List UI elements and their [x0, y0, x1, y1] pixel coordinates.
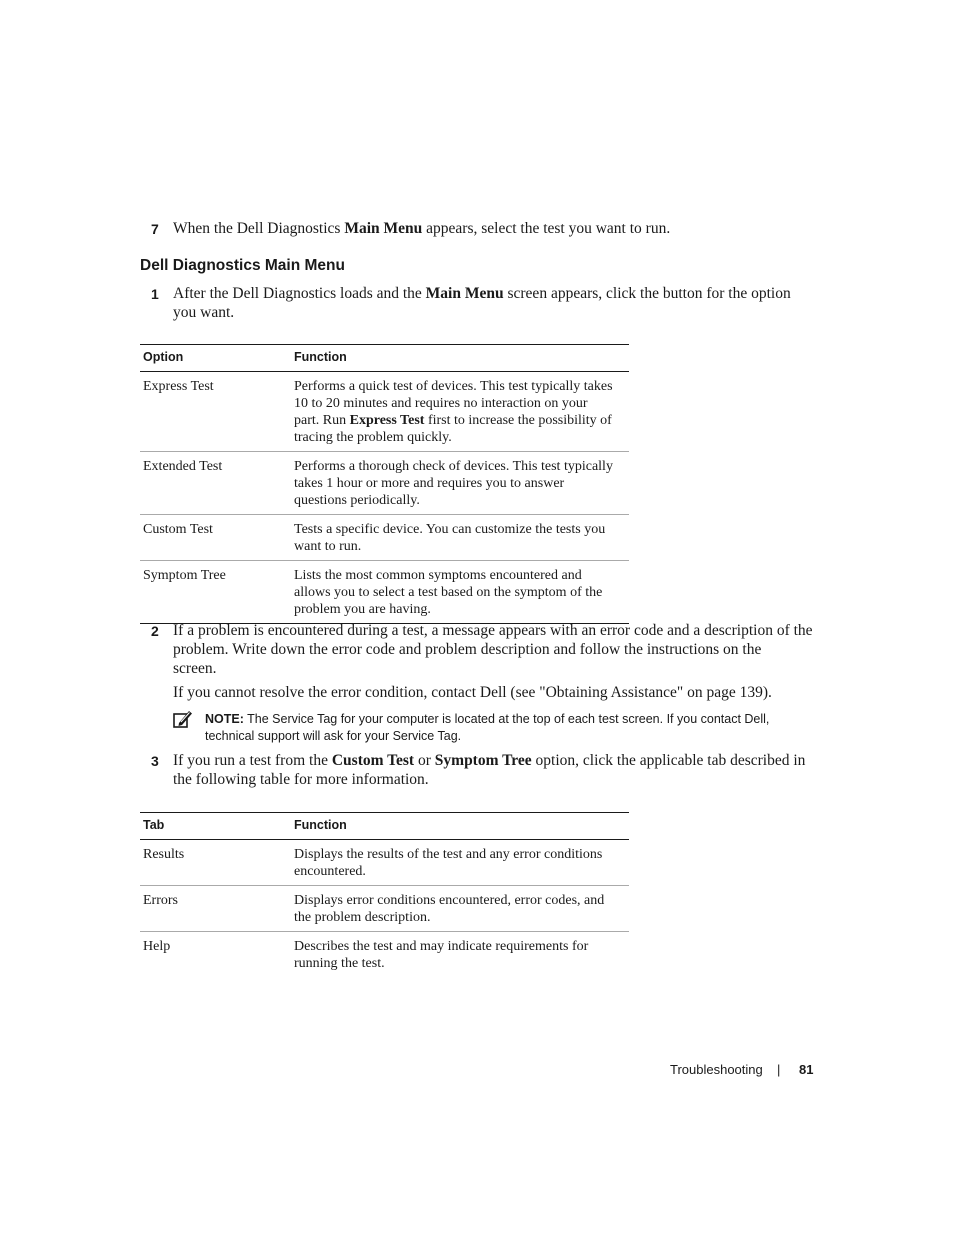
- step-number-7: 7: [151, 221, 159, 237]
- footer-section-title: Troubleshooting: [670, 1062, 763, 1077]
- header-tab: Tab: [140, 813, 291, 840]
- option-cell: Symptom Tree: [140, 561, 291, 624]
- step-3-text: If you run a test from the Custom Test or Symptom Tree option, click the applicable tab described in the following table for more information.: [173, 752, 806, 788]
- function-cell: Describes the test and may indicate requirements for running the test.: [294, 939, 589, 971]
- function-cell: Performs a quick test of devices. This test typically takes 10 to 20 minutes and requires no interaction on your part. Run Express Test first to increase the possibility of tracing the problem quickly.: [291, 372, 629, 452]
- tabs-table: [140, 812, 629, 977]
- note-text: NOTE: The Service Tag for your computer is located at the top of each test screen. If you contact Dell, technical support will ask for your Service Tag.: [205, 712, 770, 743]
- footer-separator: |: [777, 1062, 781, 1077]
- option-cell: Extended Test: [140, 452, 291, 515]
- main-menu-term: Main Menu: [425, 285, 504, 302]
- table-row: [140, 932, 629, 978]
- step-2-text: If a problem is encountered during a test, a message appears with an error code and a description of the problem. Write down the error code and problem description and follow the instructions on the screen.: [173, 622, 813, 677]
- table-header-row: [140, 813, 629, 840]
- step-number-1: 1: [151, 286, 159, 302]
- table-row: [140, 840, 629, 886]
- pencil-note-icon: [173, 709, 193, 729]
- table-row: [140, 372, 629, 452]
- custom-test-term: Custom Test: [331, 752, 415, 769]
- table-row: [140, 886, 629, 932]
- step-7-text: When the Dell Diagnostics Main Menu appears, select the test you want to run.: [173, 220, 671, 237]
- step-1-text: After the Dell Diagnostics loads and the Main Menu screen appears, click the button for the option you want.: [173, 285, 791, 321]
- section-heading: Dell Diagnostics Main Menu: [140, 257, 345, 274]
- function-cell: Tests a specific device. You can customize the tests you want to run.: [291, 515, 629, 561]
- header-function: Function: [291, 345, 629, 372]
- function-cell: Lists the most common symptoms encountered and allows you to select a test based on the symptom of the problem you are having.: [291, 561, 629, 624]
- tab-cell: Results: [140, 840, 291, 886]
- function-cell: Displays error conditions encountered, error codes, and the problem description.: [291, 886, 629, 932]
- main-menu-term: Main Menu: [344, 220, 423, 237]
- page-number: 81: [799, 1062, 814, 1077]
- table-header-row: [140, 345, 629, 372]
- table-row: [140, 452, 629, 515]
- step-number-3: 3: [151, 753, 159, 769]
- option-cell: Express Test: [140, 372, 291, 452]
- step-2-followup: If you cannot resolve the error condition, contact Dell (see "Obtaining Assistance" on page 139).: [173, 684, 772, 701]
- header-option: Option: [140, 345, 291, 372]
- tab-cell: Help: [143, 939, 171, 954]
- function-cell: Performs a thorough check of devices. This test typically takes 1 hour or more and requires you to answer questions periodically.: [291, 452, 629, 515]
- table-row: [140, 561, 629, 624]
- options-table: [140, 344, 629, 624]
- step-number-2: 2: [151, 623, 159, 639]
- symptom-tree-term: Symptom Tree: [434, 752, 532, 769]
- note-label: NOTE:: [205, 712, 244, 726]
- table-row: [140, 515, 629, 561]
- option-cell: Custom Test: [140, 515, 291, 561]
- function-cell: Displays the results of the test and any error conditions encountered.: [291, 840, 629, 886]
- header-function: Function: [291, 813, 629, 840]
- tab-cell: Errors: [140, 886, 291, 932]
